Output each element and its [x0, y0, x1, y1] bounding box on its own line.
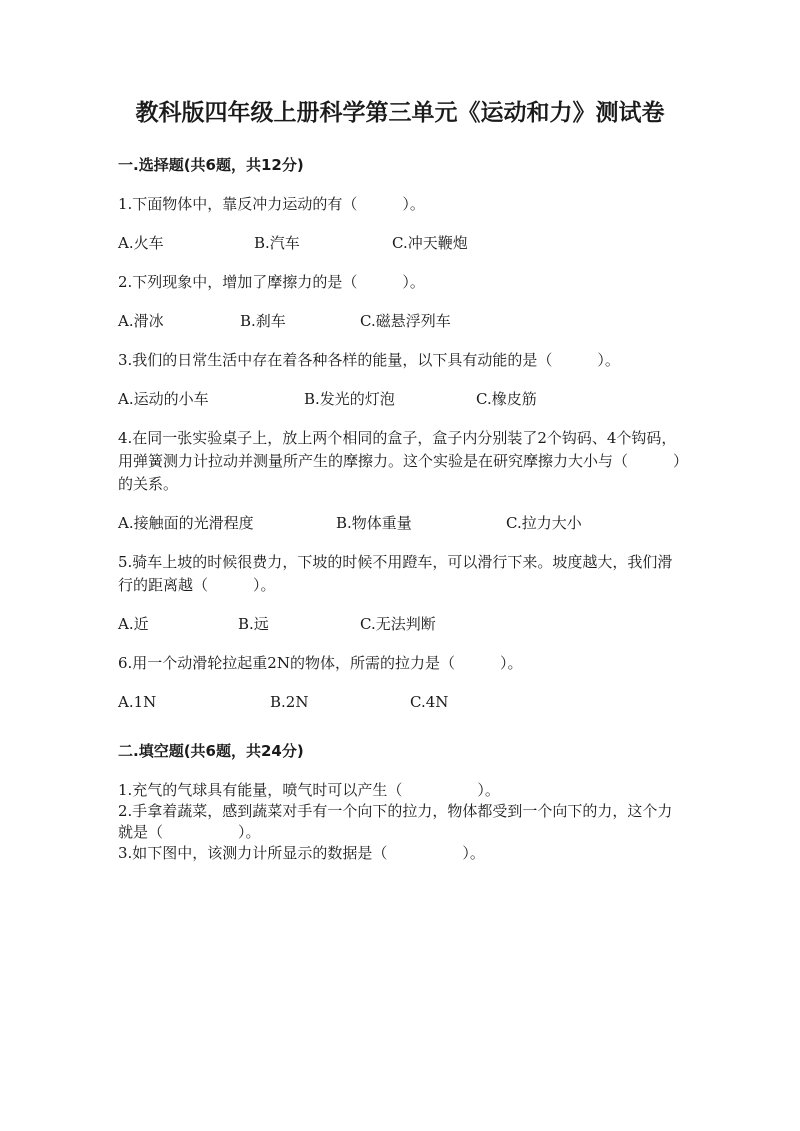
question-stem: 6.用一个动滑轮拉起重2N的物体，所需的拉力是（ ）。 [118, 654, 523, 672]
page-title: 教科版四年级上册科学第三单元《运动和力》测试卷 [135, 100, 665, 126]
fill-question-1: 1.充气的气球具有能量，喷气时可以产生（ ）。 [118, 781, 500, 799]
option-row [118, 613, 682, 635]
option-row [118, 512, 682, 534]
question-stem: 2.下列现象中，增加了摩擦力的是（ ）。 [118, 273, 425, 291]
option-b: B.刹车 [240, 312, 286, 330]
option-row [118, 691, 682, 713]
question-stem: 5.骑车上坡的时候很费力，下坡的时候不用蹬车，可以滑行下来。坡度越大，我们滑行的距离越（ ）。 [118, 553, 673, 594]
section-heading-choice: 一.选择题(共6题，共12分) [118, 156, 304, 174]
question-6 [118, 652, 682, 713]
option-a: A.滑冰 [118, 312, 164, 330]
option-b: B.物体重量 [336, 514, 412, 532]
question-4 [118, 427, 682, 534]
question-1 [118, 193, 682, 254]
option-a: A.近 [118, 615, 149, 633]
option-c: C.冲天鞭炮 [392, 234, 468, 252]
question-stem: 1.下面物体中，靠反冲力运动的有（ ）。 [118, 195, 425, 213]
question-5 [118, 551, 682, 635]
option-b: B.发光的灯泡 [304, 390, 395, 408]
option-c: C.4N [410, 693, 449, 711]
question-stem: 4.在同一张实验桌子上，放上两个相同的盒子，盒子内分别装了2个钩码、4个钩码，用弹簧测力计拉动并测量所产生的摩擦力。这个实验是在研究摩擦力大小与（ ）的关系。 [118, 429, 681, 493]
question-3 [118, 349, 682, 410]
option-row [118, 310, 682, 332]
option-a: A.火车 [118, 234, 164, 252]
option-b: B.2N [270, 693, 309, 711]
option-row [118, 232, 682, 254]
option-c: C.无法判断 [360, 615, 436, 633]
option-c: C.拉力大小 [506, 514, 582, 532]
fill-question-2: 2.手拿着蔬菜，感到蔬菜对手有一个向下的拉力，物体都受到一个向下的力，这个力就是（ ）。 [118, 802, 673, 841]
option-b: B.远 [238, 615, 269, 633]
option-row [118, 388, 682, 410]
question-2 [118, 271, 682, 332]
fill-blank-list [118, 780, 682, 864]
option-c: C.磁悬浮列车 [360, 312, 451, 330]
option-b: B.汽车 [254, 234, 300, 252]
fill-question-3: 3.如下图中，该测力计所显示的数据是（ ）。 [118, 844, 485, 862]
option-a: A.运动的小车 [118, 390, 209, 408]
section-heading-fill-blank: 二.填空题(共6题，共24分) [118, 742, 304, 760]
option-c: C.橡皮筋 [476, 390, 537, 408]
option-a: A.1N [118, 693, 157, 711]
question-stem: 3.我们的日常生活中存在着各种各样的能量，以下具有动能的是（ ）。 [118, 351, 620, 369]
option-a: A.接触面的光滑程度 [118, 514, 254, 532]
